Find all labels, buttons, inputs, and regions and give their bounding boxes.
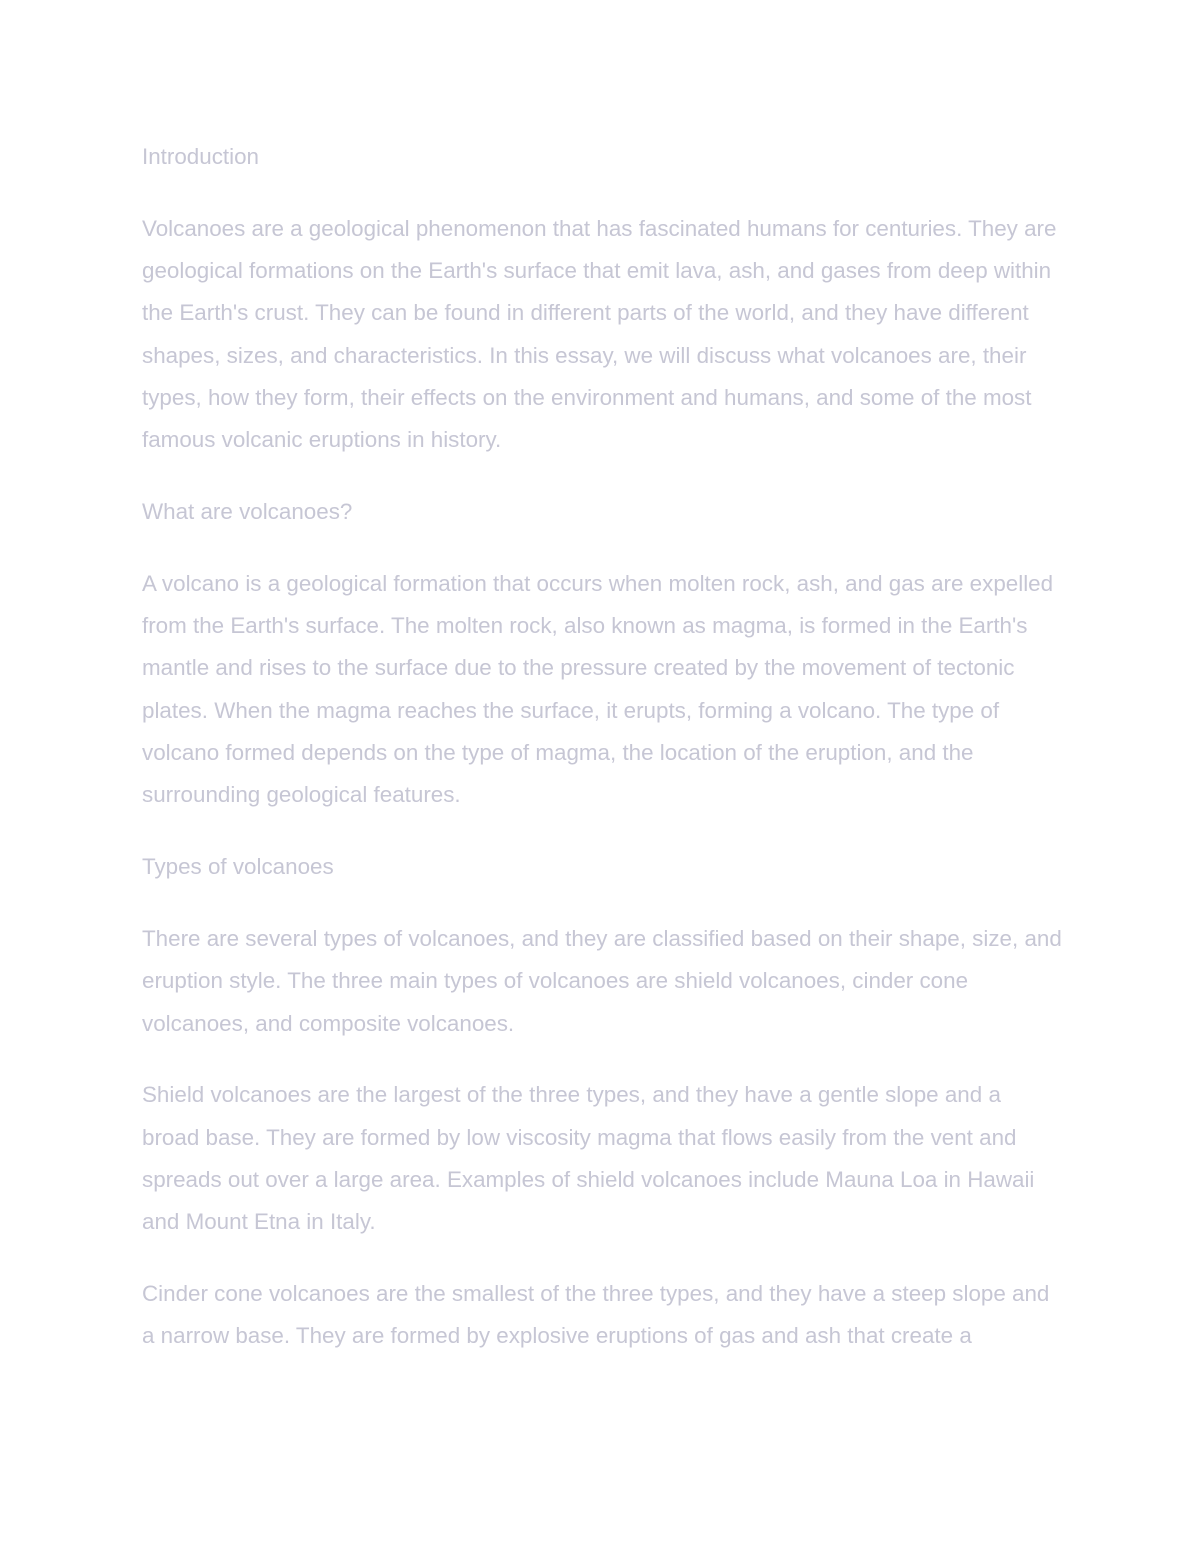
paragraph-shield-volcanoes: Shield volcanoes are the largest of the three types, and they have a gentle slope and a broad base. They are formed by low viscosity magma that flows easily from the vent and spreads out over a large area. Examples of shield volcanoes include Mauna Loa in Hawaii and Mount Etna in Italy. — [142, 1082, 1035, 1235]
paragraph-types-overview: There are several types of volcanoes, and they are classified based on their shape, size, and eruption style. The three main types of volcanoes are shield volcanoes, cinder cone volcanoes, and composite volcanoes. — [142, 925, 1062, 1036]
section-heading-what-are-volcanoes: What are volcanoes? — [142, 499, 353, 525]
paragraph-what-are-volcanoes: A volcano is a geological formation that occurs when molten rock, ash, and gas are expelled from the Earth's surface. The molten rock, also known as magma, is formed in the Earth's mantle and rises to the surface due to the pressure created by the movement of tectonic plates. When the magma reaches the surface, it erupts, forming a volcano. The type of volcano formed depends on the type of magma, the location of the eruption, and the surrounding geological features. — [142, 570, 1054, 808]
paragraph-cinder-cone-volcanoes: Cinder cone volcanoes are the smallest of the three types, and they have a steep slope and a narrow base. They are formed by explosive eruptions of gas and ash that create a — [142, 1281, 1050, 1349]
section-heading-introduction: Introduction — [142, 144, 260, 169]
section-heading-types-of-volcanoes: Types of volcanoes — [142, 854, 334, 880]
document-body — [142, 136, 1062, 1358]
paragraph-introduction: Volcanoes are a geological phenomenon that has fascinated humans for centuries. They are geological formations on the Earth's surface that emit lava, ash, and gases from deep within the Earth's crust. They can be found in different parts of the world, and they have different shapes, sizes, and characteristics. In this essay, we will discuss what volcanoes are, their types, how they form, their effects on the environment and humans, and some of the most famous volcanic eruptions in history. — [142, 215, 1057, 453]
